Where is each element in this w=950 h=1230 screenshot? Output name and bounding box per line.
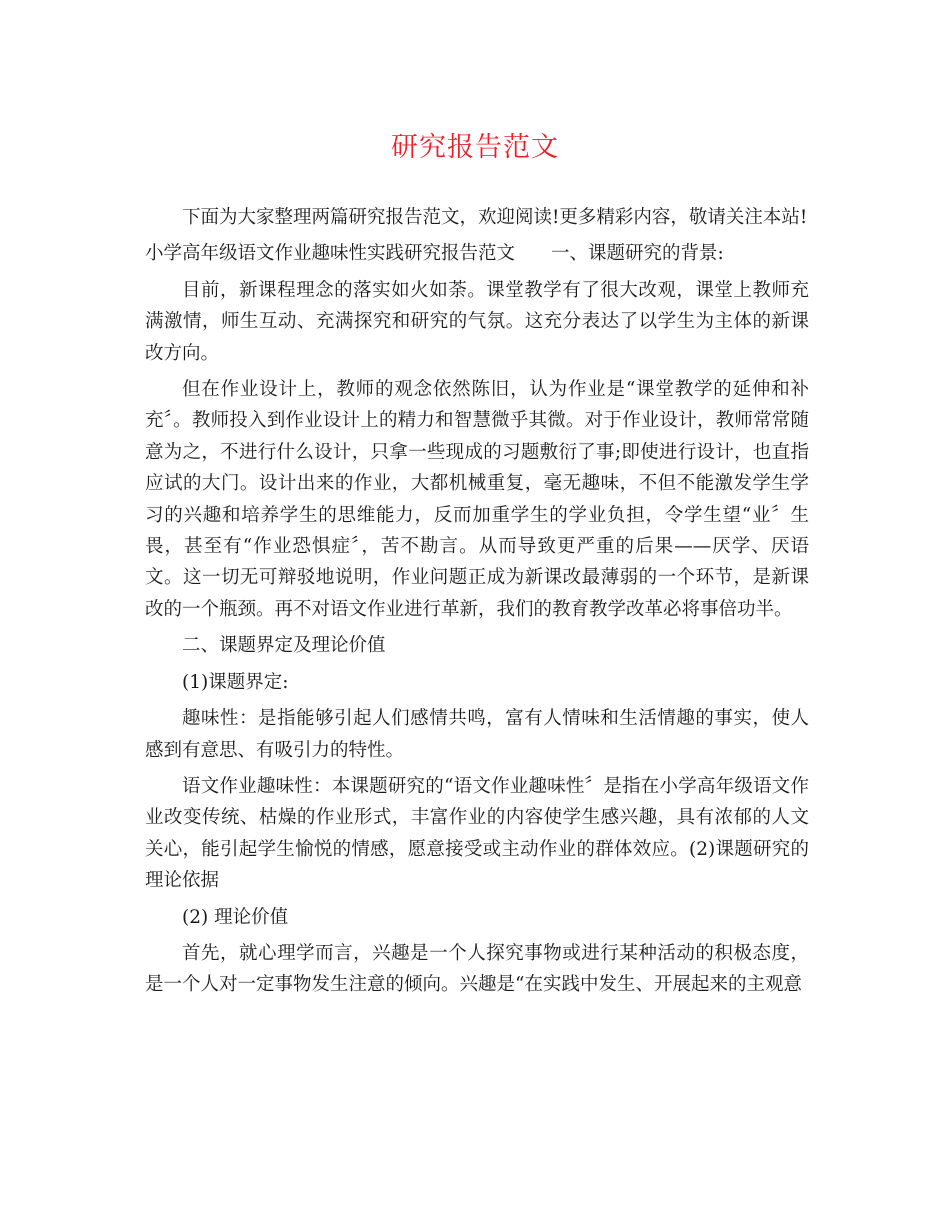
subheading-theory-value: (2) 理论价值	[182, 906, 289, 928]
section-heading-background: 一、课题研究的背景:	[551, 243, 724, 265]
paragraph-homework-problem: 但在作业设计上，教师的观念依然陈旧，认为作业是“课堂教学的延伸和补充〞。教师投入到作业设计上的精力和智慧微乎其微。对于作业设计，教师常常随意为之，不进行什么设计，只拿一些现成的习题敷衍了事;即使进行设计，也直指应试的大门。设计出来的作业，大都机械重复，毫无趣味，不但不能激发学生学习的兴趣和培养学生的思维能力，反而加重学生的学业负担，令学生望“业〞生畏，甚至有“作业恐惧症〞，苦不勘言。从而导致更严重的后果——厌学、厌语文。这一切无可辩驳地说明，作业问题正成为新课改最薄弱的一个环节，是新课改的一个瓶颈。再不对语文作业进行革新，我们的教育教学改革必将事倍功半。	[145, 379, 809, 620]
intro-paragraph: 下面为大家整理两篇研究报告范文，欢迎阅读!更多精彩内容，敬请关注本站!	[182, 207, 808, 228]
paragraph-interest-definition: 趣味性：是指能够引起人们感情共鸣，富有人情味和生活情趣的事实，使人感到有意思、有吸引力的特性。	[145, 708, 809, 761]
article-heading: 小学高年级语文作业趣味性实践研究报告范文	[145, 243, 516, 265]
paragraph-homework-interest: 语文作业趣味性：本课题研究的“语文作业趣味性〞是指在小学高年级语文作业改变传统、枯燥的作业形式，丰富作业的内容使学生感兴趣，具有浓郁的人文关心，能引起学生愉悦的情感，愿意接受或主动作业的群体效应。(2)课题研究的理论依据	[145, 775, 809, 892]
paragraph-psychology: 首先，就心理学而言，兴趣是一个人探究事物或进行某种活动的积极态度，是一个人对一定事物发生注意的倾向。兴趣是“在实践中发生、开展起来的主观意	[145, 942, 809, 996]
document-title: 研究报告范文	[391, 132, 559, 163]
article-heading-line	[145, 238, 809, 269]
document-body	[145, 202, 809, 1006]
subheading-definition: (1)课题界定:	[182, 671, 289, 693]
paragraph-current-reform: 目前，新课程理念的落实如火如荼。课堂教学有了很大改观，课堂上教师充满激情，师生互动、充满探究和研究的气氛。这充分表达了以学生为主体的新课改方向。	[145, 279, 809, 364]
section-heading-definition: 二、课题界定及理论价值	[182, 635, 386, 657]
